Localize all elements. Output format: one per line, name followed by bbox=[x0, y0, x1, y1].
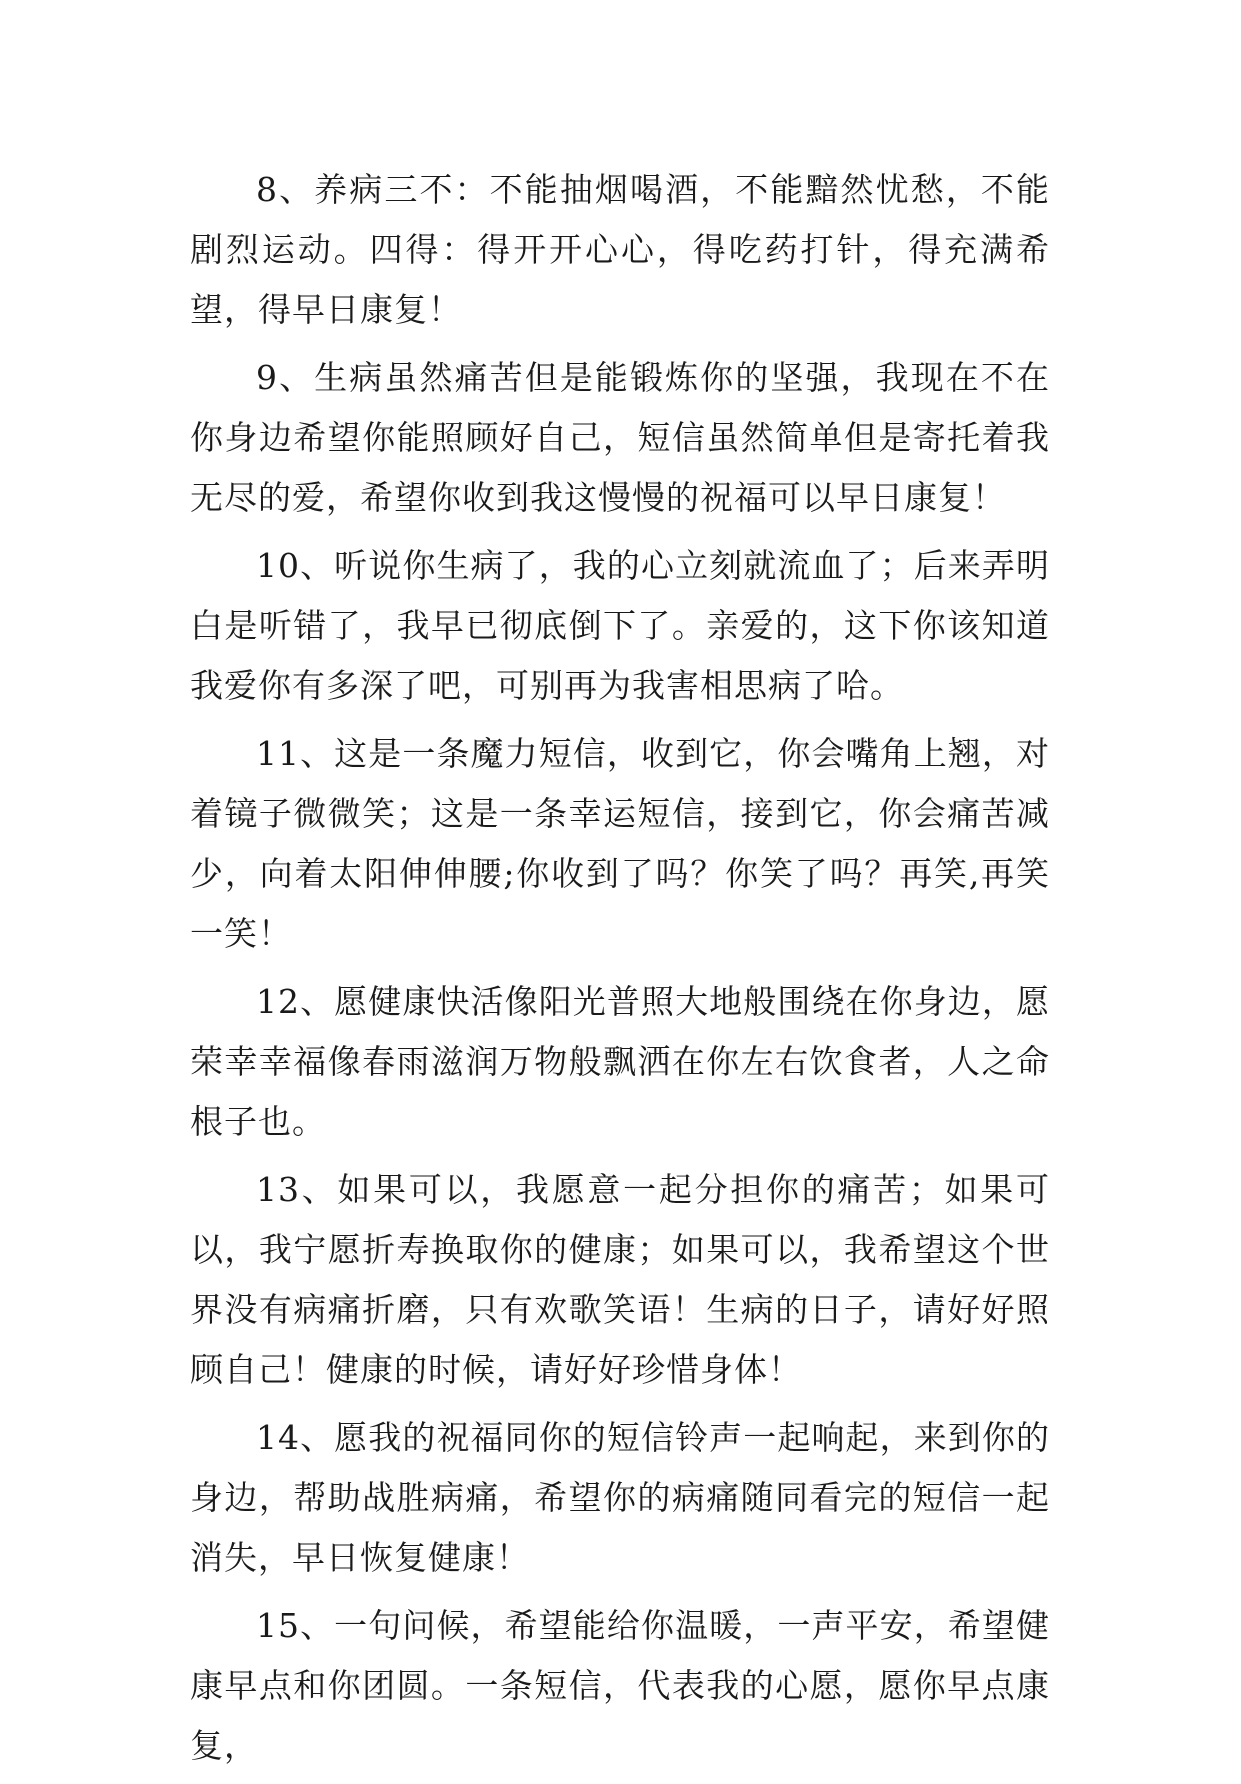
paragraph-13: 13、如果可以，我愿意一起分担你的痛苦；如果可以，我宁愿折寿换取你的健康；如果可以，我希望这个世界没有病痛折磨，只有欢歌笑语！生病的日子，请好好照顾自己！健康的时候，请好好珍惜身体！ bbox=[190, 1170, 1050, 1389]
paragraph-11: 11、这是一条魔力短信，收到它，你会嘴角上翘，对着镜子微微笑；这是一条幸运短信，接到它，你会痛苦减少，向着太阳伸伸腰;你收到了吗？你笑了吗？再笑,再笑一笑！ bbox=[190, 734, 1050, 953]
paragraph-15: 15、一句问候，希望能给你温暖，一声平安，希望健康早点和你团圆。一条短信，代表我的心愿，愿你早点康复， bbox=[190, 1606, 1050, 1765]
paragraph-14: 14、愿我的祝福同你的短信铃声一起响起，来到你的身边，帮助战胜病痛，希望你的病痛随同看完的短信一起消失，早日恢复健康！ bbox=[190, 1418, 1050, 1577]
document-body bbox=[190, 160, 1050, 1784]
paragraph-8: 8、养病三不：不能抽烟喝酒，不能黯然忧愁，不能剧烈运动。四得：得开开心心，得吃药打针，得充满希望，得早日康复！ bbox=[190, 170, 1050, 329]
paragraph-12: 12、愿健康快活像阳光普照大地般围绕在你身边，愿荣幸幸福像春雨滋润万物般飘洒在你左右饮食者，人之命根子也。 bbox=[190, 982, 1050, 1141]
paragraph-10: 10、听说你生病了，我的心立刻就流血了；后来弄明白是听错了，我早已彻底倒下了。亲爱的，这下你该知道我爱你有多深了吧，可别再为我害相思病了哈。 bbox=[190, 546, 1050, 705]
paragraph-9: 9、生病虽然痛苦但是能锻炼你的坚强，我现在不在你身边希望你能照顾好自己，短信虽然简单但是寄托着我无尽的爱，希望你收到我这慢慢的祝福可以早日康复！ bbox=[190, 358, 1050, 517]
